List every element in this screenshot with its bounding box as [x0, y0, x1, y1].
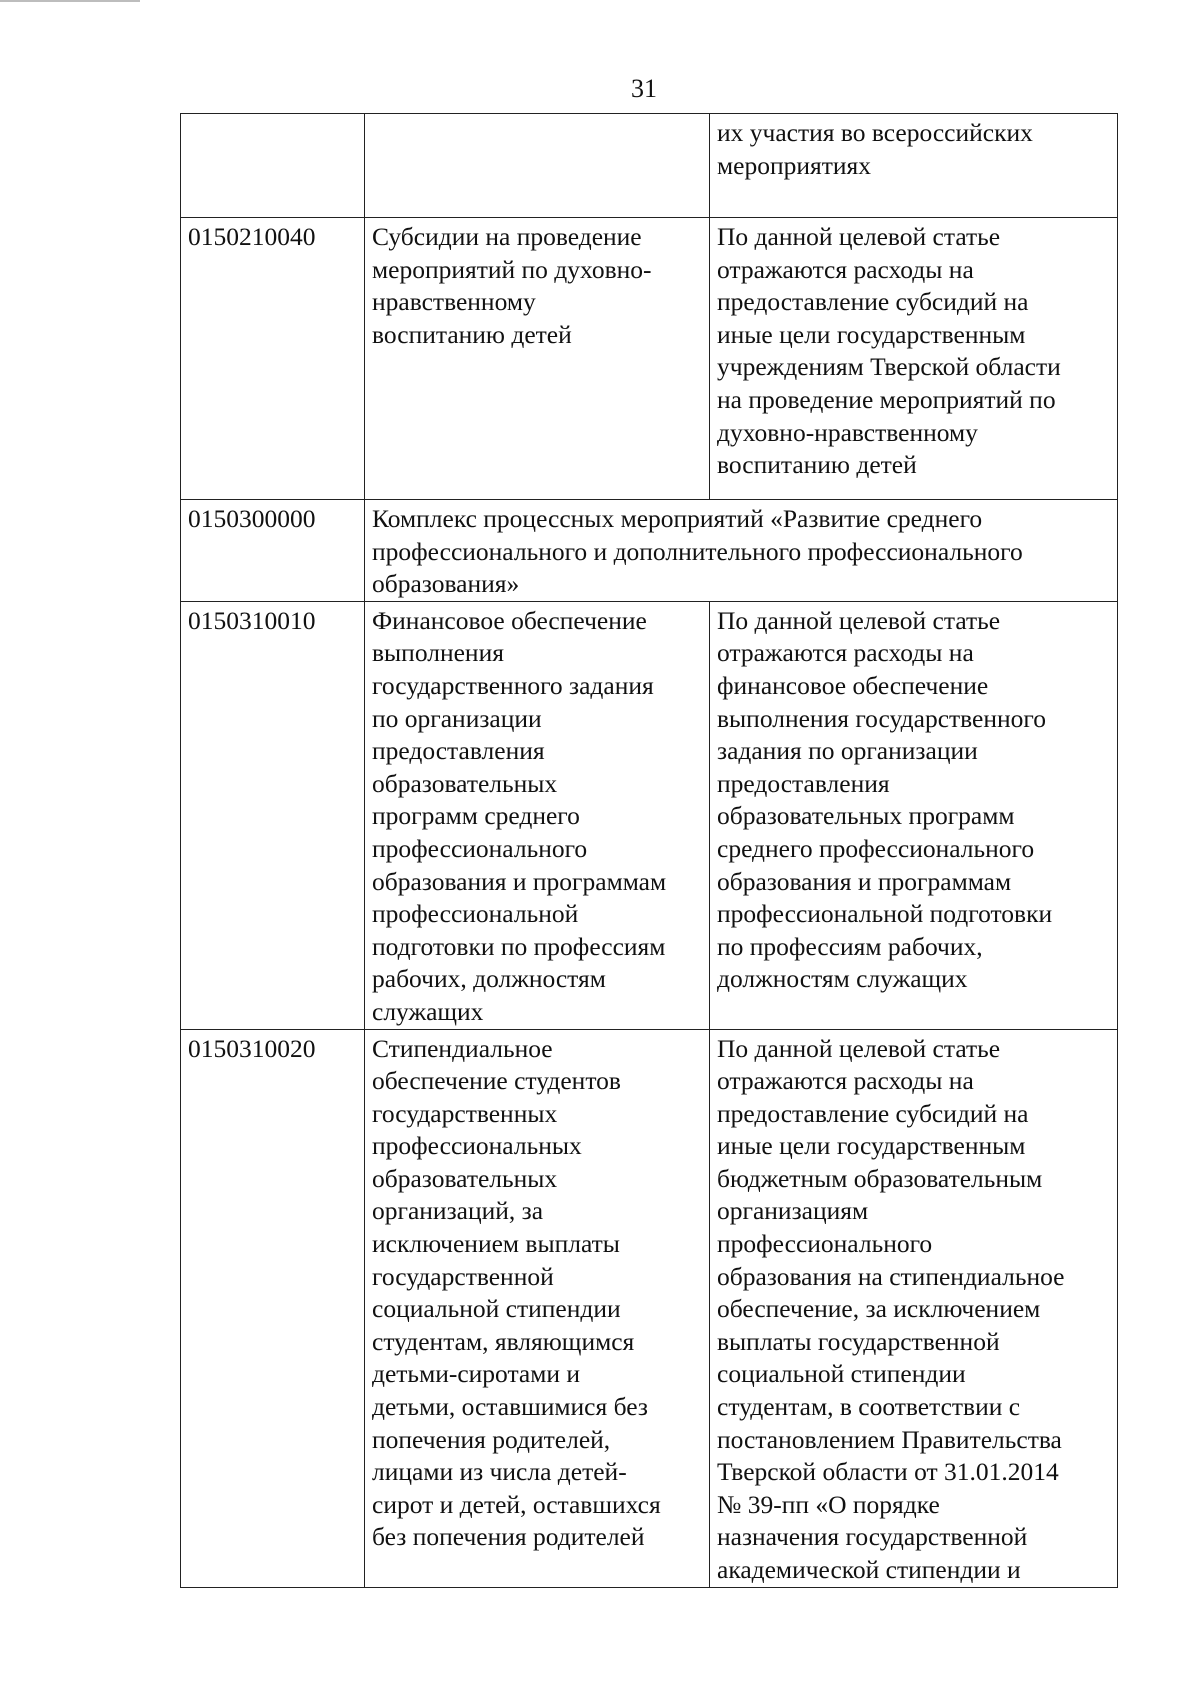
- table-row: [181, 1029, 1118, 1587]
- description-cell: По данной целевой статье отражаются расходы на предоставление субсидий на иные цели государственным бюджетным образовательным организациям профессионального образования на стипендиальное обеспечение, за исключением выплаты государственной социальной стипендии студентам, в соответствии с постановлением Правительства Тверской области от 31.01.2014 № 39-пп «О порядке назначения государственной академической стипендии и: [710, 1029, 1118, 1587]
- table-row-section-header: [181, 500, 1118, 602]
- name-cell: Стипендиальное обеспечение студентов государственных профессиональных образовательных организаций, за исключением выплаты государственной социальной стипендии студентам, являющимся детьми-сиротами и детьми, оставшимися без попечения родителей, лицами из числа детей- сирот и детей, оставшихся без попечения родителей: [365, 1029, 710, 1587]
- section-title-cell: Комплекс процессных мероприятий «Развитие среднего профессионального и дополнительного профессионального образования»: [365, 500, 1118, 602]
- page-number: 31: [631, 74, 657, 103]
- name-cell: [365, 114, 710, 218]
- code-cell: 0150300000: [181, 500, 365, 602]
- code-cell: 0150310010: [181, 601, 365, 1029]
- table-row: [181, 601, 1118, 1029]
- name-cell: Субсидии на проведение мероприятий по духовно- нравственному воспитанию детей: [365, 218, 710, 500]
- table-row: [181, 114, 1118, 218]
- budget-classification-table: [180, 113, 1118, 1588]
- description-cell: их участия во всероссийских мероприятиях: [710, 114, 1118, 218]
- table-row: [181, 218, 1118, 500]
- description-cell: По данной целевой статье отражаются расходы на финансовое обеспечение выполнения государственного задания по организации предоставления образовательных программ среднего профессионального образования и программам профессиональной подготовки по профессиям рабочих, должностям служащих: [710, 601, 1118, 1029]
- code-cell: [181, 114, 365, 218]
- description-cell: По данной целевой статье отражаются расходы на предоставление субсидий на иные цели государственным учреждениям Тверской области на проведение мероприятий по духовно-нравственному воспитанию детей: [710, 218, 1118, 500]
- code-cell: 0150210040: [181, 218, 365, 500]
- code-cell: 0150310020: [181, 1029, 365, 1587]
- scan-edge-mark: [0, 0, 140, 2]
- name-cell: Финансовое обеспечение выполнения государственного задания по организации предоставления образовательных программ среднего профессионального образования и программам профессиональной подготовки по профессиям рабочих, должностям служащих: [365, 601, 710, 1029]
